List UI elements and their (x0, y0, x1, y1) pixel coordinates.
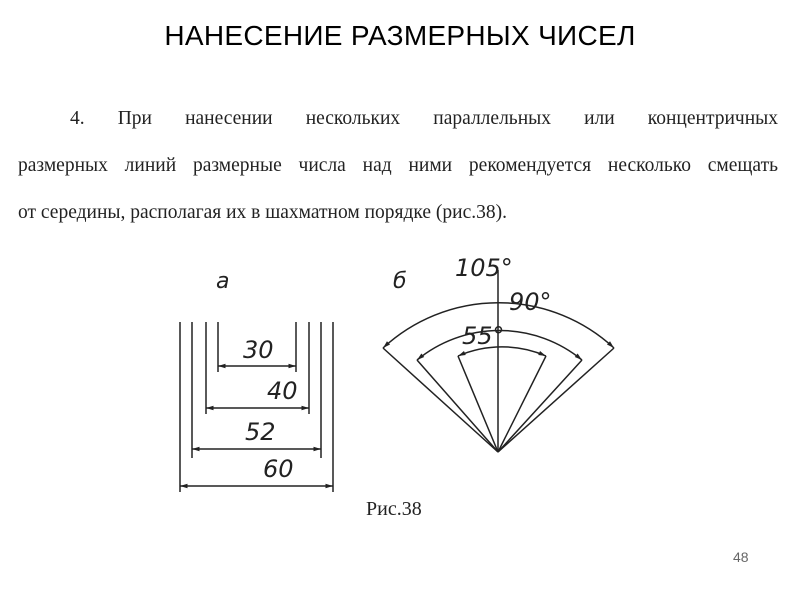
angle-label-55: 55° (462, 322, 505, 350)
slide-title: НАНЕСЕНИЕ РАЗМЕРНЫХ ЧИСЕЛ (164, 20, 636, 51)
extension-line (498, 356, 546, 452)
page-number: 48 (733, 549, 749, 565)
dimension-label-30: 30 (243, 336, 274, 364)
figure-caption: Рис.38 (366, 498, 422, 520)
figure-part-b (383, 270, 614, 452)
figure-label-a: а (216, 269, 230, 294)
angle-label-105: 105° (455, 254, 513, 282)
dimension-label-40: 40 (267, 377, 298, 405)
paragraph-line-3: от середины, располагая их в шахматном порядке (рис.38). (18, 202, 507, 223)
paragraph-line-1: 4. При нанесении нескольких параллельных или концентричных (70, 108, 778, 129)
paragraph-line-2: размерных линий размерные числа над ними рекомендуется несколько смещать (18, 155, 778, 176)
angle-label-90: 90° (509, 288, 552, 316)
dimension-label-52: 52 (245, 418, 276, 446)
extension-line (498, 348, 614, 452)
extension-line (498, 360, 582, 452)
dimension-label-60: 60 (263, 455, 294, 483)
extension-line (383, 348, 498, 452)
extension-line (458, 356, 498, 452)
extension-line (417, 360, 498, 452)
figure-label-b: б (393, 269, 407, 294)
